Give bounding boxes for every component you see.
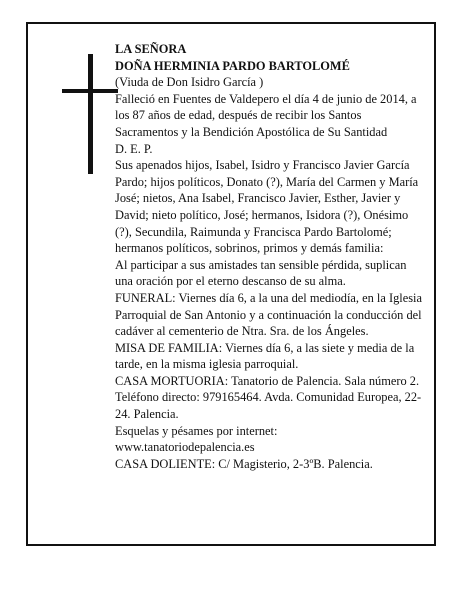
- house-paragraph: CASA DOLIENTE: C/ Magisterio, 2-3ºB. Palencia.: [115, 456, 373, 471]
- obituary-frame: [26, 22, 436, 546]
- deceased-name: DOÑA HERMINIA PARDO BARTOLOMÉ: [115, 58, 350, 73]
- widow-of-line: (Viuda de Don Isidro García ): [115, 75, 264, 90]
- obituary-text: [115, 41, 423, 472]
- cross-icon: [62, 54, 118, 174]
- notice-title: LA SEÑORA: [115, 42, 187, 56]
- death-paragraph: Falleció en Fuentes de Valdepero el día 4 de junio de 2014, a los 87 años de edad, después de recibir los Santos Sacramentos y la Bendición Apostólica de Su Santidad: [115, 91, 417, 139]
- website-link[interactable]: www.tanatoriodepalencia.es: [115, 440, 255, 455]
- request-paragraph: Al participar a sus amistades tan sensible pérdida, suplican una oración por el eterno descanso de su alma.: [115, 257, 407, 289]
- mass-paragraph: MISA DE FAMILIA: Viernes día 6, a las siete y media de la tarde, en la misma iglesia parroquial.: [115, 340, 415, 372]
- funeral-paragraph: FUNERAL: Viernes día 6, a la una del mediodía, en la Iglesia Parroquial de San Antonio y a continuación la conducción del cadáver al cementerio de Ntra. Sra. de los Ángeles.: [115, 290, 422, 339]
- rip-line: D. E. P.: [115, 141, 153, 156]
- family-paragraph: Sus apenados hijos, Isabel, Isidro y Francisco Javier García Pardo; hijos políticos, Donato (?), María del Carmen y María José; nietos, Ana Isabel, Francisco Javier, Esther, Javier y David; nieto político, José; hermanos, Isidora (?), Onésimo (?), Secundila, Raimunda y Francisca Pardo Bartolomé; hermanos políticos, sobrinos, primos y demás familia:: [115, 158, 419, 256]
- condolences-line: Esquelas y pésames por internet:: [115, 423, 278, 438]
- mortuary-paragraph: CASA MORTUORIA: Tanatorio de Palencia. Sala número 2. Teléfono directo: 979165464. Avda. Comunidad Europea, 22-24. Palencia.: [115, 373, 422, 422]
